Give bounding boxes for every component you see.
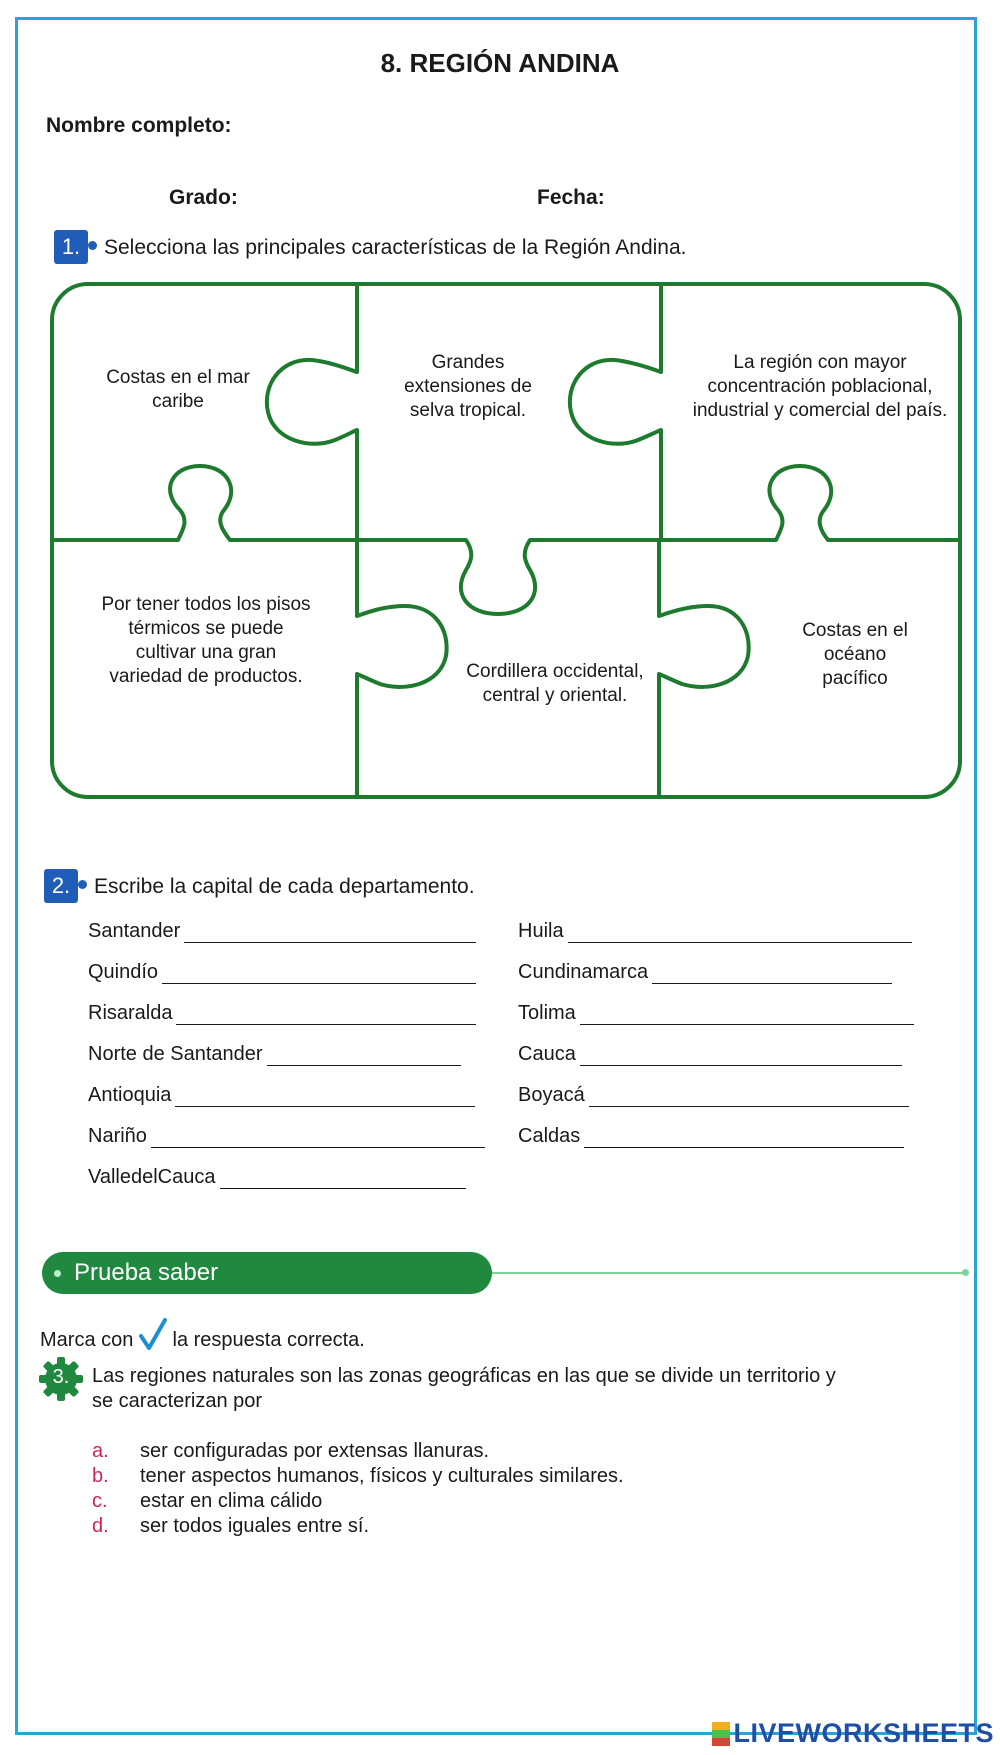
dept-narino[interactable]: Nariño [88, 1125, 485, 1148]
option-c[interactable]: c. estar en clima cálido [92, 1490, 323, 1512]
answer-line[interactable] [580, 1045, 902, 1066]
dept-boyaca[interactable]: Boyacá [518, 1084, 909, 1107]
puzzle-edge-v2-bottom [659, 540, 749, 797]
mark-instruction: Marca con la respuesta correcta. [40, 1318, 365, 1353]
dept-valle-del-cauca[interactable]: ValledelCauca [88, 1166, 466, 1189]
puzzle-edge-v2-top [570, 284, 661, 540]
puzzle-piece-6[interactable]: Costas en el océano pacífico [802, 620, 908, 689]
liveworksheets-logo: LIVEWORKSHEETS [712, 1718, 994, 1749]
dept-antioquia[interactable]: Antioquia [88, 1084, 475, 1107]
date-label: Fecha: [537, 186, 605, 209]
dept-huila[interactable]: Huila [518, 920, 912, 943]
question-3-number: 3. [52, 1366, 70, 1388]
answer-line[interactable] [184, 922, 476, 943]
puzzle-piece-3[interactable]: La región con mayor concentración poblacional, industrial y comercial del país. [692, 352, 948, 421]
option-b[interactable]: b. tener aspectos humanos, físicos y culturales similares. [92, 1465, 624, 1487]
banner-dot [54, 1270, 61, 1277]
prueba-saber-banner: Prueba saber [42, 1252, 492, 1294]
puzzle-edge-v1-bottom [357, 540, 447, 797]
puzzle-piece-4[interactable]: Por tener todos los pisos térmicos se puede cultivar una gran variedad de productos. [101, 594, 311, 687]
section-2-badge: 2. [44, 869, 78, 903]
dept-cundinamarca[interactable]: Cundinamarca [518, 961, 892, 984]
name-label: Nombre completo: [46, 114, 232, 137]
answer-line[interactable] [652, 963, 892, 984]
dept-risaralda[interactable]: Risaralda [88, 1002, 476, 1025]
answer-line[interactable] [584, 1127, 904, 1148]
answer-line[interactable] [176, 1004, 476, 1025]
liveworksheets-icon [712, 1722, 730, 1746]
answer-line[interactable] [267, 1045, 461, 1066]
question-3-line-1: Las regiones naturales son las zonas geográficas en las que se divide un territorio y [92, 1365, 836, 1387]
puzzle-piece-2[interactable]: Grandes extensiones de selva tropical. [404, 352, 532, 421]
option-a[interactable]: a. ser configuradas por extensas llanuras. [92, 1440, 490, 1462]
answer-line[interactable] [151, 1127, 485, 1148]
section-1-instruction: Selecciona las principales características de la Región Andina. [104, 236, 687, 259]
puzzle-edge-h1 [52, 466, 357, 540]
puzzle-edge-h2 [357, 540, 659, 614]
checkmark-icon [139, 1318, 167, 1352]
banner-rule [492, 1272, 965, 1274]
puzzle-edge-v1-top [267, 284, 357, 540]
puzzle-edge-h3 [659, 466, 960, 540]
answer-line[interactable] [580, 1004, 914, 1025]
question-3-line-2: se caracterizan por [92, 1390, 263, 1412]
dept-quindio[interactable]: Quindío [88, 961, 476, 984]
dept-cauca[interactable]: Cauca [518, 1043, 902, 1066]
dept-santander[interactable]: Santander [88, 920, 476, 943]
answer-line[interactable] [220, 1168, 466, 1189]
dept-tolima[interactable]: Tolima [518, 1002, 914, 1025]
grade-label: Grado: [169, 186, 238, 209]
answer-line[interactable] [175, 1086, 475, 1107]
dept-caldas[interactable]: Caldas [518, 1125, 904, 1148]
page-title: 8. REGIÓN ANDINA [380, 48, 620, 78]
answer-line[interactable] [162, 963, 476, 984]
answer-line[interactable] [589, 1086, 909, 1107]
option-d[interactable]: d. ser todos iguales entre sí. [92, 1515, 370, 1537]
section-1-badge: 1. [54, 230, 88, 264]
puzzle-piece-1[interactable]: Costas en el mar caribe [106, 367, 250, 412]
dept-norte-de-santander[interactable]: Norte de Santander [88, 1043, 461, 1066]
section-2-instruction: Escribe la capital de cada departamento. [94, 875, 475, 898]
puzzle-piece-5[interactable]: Cordillera occidental, central y oriental. [466, 661, 644, 706]
answer-line[interactable] [568, 922, 912, 943]
banner-rule-end [962, 1269, 969, 1276]
